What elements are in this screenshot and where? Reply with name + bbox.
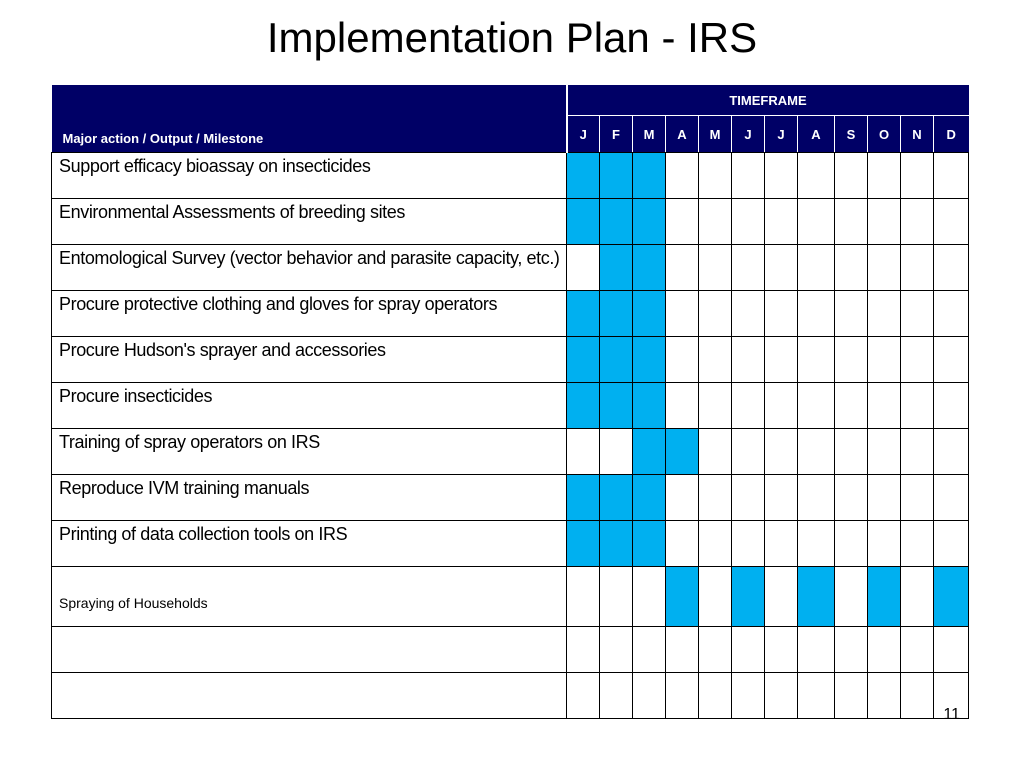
timeframe-cell-active (633, 521, 666, 567)
plan-body (52, 153, 969, 719)
timeframe-cell (868, 673, 901, 719)
timeframe-cell (901, 567, 934, 627)
task-label: Training of spray operators on IRS (52, 429, 567, 475)
task-label: Procure protective clothing and gloves for spray operators (52, 291, 567, 337)
timeframe-cell-active (567, 475, 600, 521)
timeframe-cell (835, 567, 868, 627)
timeframe-cell (868, 153, 901, 199)
timeframe-cell (633, 627, 666, 673)
timeframe-cell (835, 673, 868, 719)
task-label: Reproduce IVM training manuals (52, 475, 567, 521)
timeframe-cell (868, 627, 901, 673)
timeframe-cell (600, 567, 633, 627)
timeframe-cell (868, 429, 901, 475)
timeframe-cell-active (600, 475, 633, 521)
month-header: S (835, 116, 868, 153)
timeframe-cell (699, 337, 732, 383)
timeframe-cell (600, 429, 633, 475)
timeframe-cell (868, 245, 901, 291)
timeframe-cell-active (600, 521, 633, 567)
timeframe-cell (666, 521, 699, 567)
task-label: Environmental Assessments of breeding sites (52, 199, 567, 245)
timeframe-cell-active (666, 429, 699, 475)
timeframe-cell (765, 567, 798, 627)
timeframe-cell (868, 291, 901, 337)
timeframe-cell (765, 337, 798, 383)
timeframe-cell (699, 429, 732, 475)
timeframe-cell (600, 673, 633, 719)
timeframe-cell (868, 383, 901, 429)
table-row (52, 429, 969, 475)
month-header: A (666, 116, 699, 153)
month-header: M (699, 116, 732, 153)
month-header: A (798, 116, 835, 153)
timeframe-cell (567, 627, 600, 673)
timeframe-cell (765, 245, 798, 291)
table-row (52, 673, 969, 719)
month-header: D (934, 116, 969, 153)
table-row (52, 153, 969, 199)
timeframe-cell (901, 521, 934, 567)
task-label: Printing of data collection tools on IRS (52, 521, 567, 567)
timeframe-cell (633, 567, 666, 627)
timeframe-cell (765, 627, 798, 673)
timeframe-cell (699, 567, 732, 627)
timeframe-cell (798, 199, 835, 245)
timeframe-cell (798, 475, 835, 521)
timeframe-cell (666, 673, 699, 719)
timeframe-cell (699, 475, 732, 521)
timeframe-cell (699, 383, 732, 429)
timeframe-cell (732, 521, 765, 567)
timeframe-cell (868, 521, 901, 567)
timeframe-cell (835, 291, 868, 337)
month-header: O (868, 116, 901, 153)
timeframe-cell (798, 627, 835, 673)
timeframe-cell (901, 153, 934, 199)
timeframe-cell (901, 383, 934, 429)
timeframe-cell-active (567, 199, 600, 245)
timeframe-cell (732, 627, 765, 673)
timeframe-cell-active (934, 567, 969, 627)
timeframe-cell-active (633, 199, 666, 245)
table-row (52, 337, 969, 383)
timeframe-cell (798, 153, 835, 199)
timeframe-cell (835, 153, 868, 199)
timeframe-cell (934, 429, 969, 475)
timeframe-cell-active (633, 291, 666, 337)
month-header: M (633, 116, 666, 153)
timeframe-cell (666, 383, 699, 429)
timeframe-cell (666, 199, 699, 245)
timeframe-cell (835, 337, 868, 383)
timeframe-cell (699, 627, 732, 673)
timeframe-cell-active (666, 567, 699, 627)
timeframe-cell (666, 291, 699, 337)
timeframe-cell (699, 521, 732, 567)
timeframe-cell (765, 475, 798, 521)
task-label: Spraying of Households (52, 567, 567, 627)
timeframe-cell (765, 383, 798, 429)
timeframe-cell (600, 627, 633, 673)
timeframe-cell (901, 291, 934, 337)
table-row (52, 383, 969, 429)
timeframe-cell (633, 673, 666, 719)
task-label (52, 627, 567, 673)
timeframe-cell (732, 475, 765, 521)
month-header: J (567, 116, 600, 153)
timeframe-cell (798, 337, 835, 383)
header-major-action: Major action / Output / Milestone (52, 85, 567, 153)
timeframe-cell (666, 245, 699, 291)
table-row (52, 291, 969, 337)
timeframe-cell (732, 291, 765, 337)
timeframe-cell (798, 245, 835, 291)
task-label: Procure Hudson's sprayer and accessories (52, 337, 567, 383)
timeframe-cell (765, 429, 798, 475)
table-row (52, 567, 969, 627)
timeframe-cell (868, 199, 901, 245)
timeframe-cell (835, 521, 868, 567)
timeframe-cell (699, 245, 732, 291)
timeframe-cell (934, 291, 969, 337)
header-timeframe: TIMEFRAME (567, 85, 969, 116)
timeframe-cell (567, 567, 600, 627)
timeframe-cell (765, 291, 798, 337)
timeframe-cell (901, 673, 934, 719)
timeframe-cell (666, 475, 699, 521)
table-row (52, 627, 969, 673)
timeframe-cell (901, 199, 934, 245)
timeframe-cell-active (600, 383, 633, 429)
timeframe-cell (901, 429, 934, 475)
timeframe-cell-active (567, 337, 600, 383)
timeframe-cell (835, 627, 868, 673)
timeframe-cell (835, 429, 868, 475)
task-label: Procure insecticides (52, 383, 567, 429)
timeframe-cell-active (600, 245, 633, 291)
timeframe-cell (934, 521, 969, 567)
timeframe-cell (699, 153, 732, 199)
task-label: Support efficacy bioassay on insecticides (52, 153, 567, 199)
timeframe-cell (666, 153, 699, 199)
timeframe-cell (835, 199, 868, 245)
timeframe-cell (835, 245, 868, 291)
timeframe-cell (765, 153, 798, 199)
timeframe-cell (567, 673, 600, 719)
timeframe-cell (934, 337, 969, 383)
timeframe-cell (798, 383, 835, 429)
timeframe-cell-active (633, 383, 666, 429)
timeframe-cell (765, 521, 798, 567)
timeframe-cell (934, 199, 969, 245)
timeframe-cell (765, 199, 798, 245)
timeframe-cell-active (633, 245, 666, 291)
timeframe-cell (835, 383, 868, 429)
timeframe-cell (901, 475, 934, 521)
timeframe-cell (567, 245, 600, 291)
timeframe-cell (934, 627, 969, 673)
slide-title: Implementation Plan - IRS (266, 14, 758, 61)
timeframe-cell-active (600, 337, 633, 383)
table-row (52, 521, 969, 567)
timeframe-cell (835, 475, 868, 521)
timeframe-cell (567, 429, 600, 475)
timeframe-cell (699, 291, 732, 337)
timeframe-cell-active (633, 337, 666, 383)
timeframe-cell (732, 199, 765, 245)
timeframe-cell-active (600, 291, 633, 337)
timeframe-cell (699, 199, 732, 245)
timeframe-cell (732, 337, 765, 383)
month-header: F (600, 116, 633, 153)
timeframe-cell (934, 383, 969, 429)
timeframe-cell-active (732, 567, 765, 627)
timeframe-cell (868, 475, 901, 521)
timeframe-cell (732, 383, 765, 429)
timeframe-cell-active (567, 383, 600, 429)
timeframe-cell (798, 429, 835, 475)
timeframe-cell-active (567, 153, 600, 199)
timeframe-cell (901, 627, 934, 673)
timeframe-cell (732, 245, 765, 291)
month-header: N (901, 116, 934, 153)
table-row (52, 475, 969, 521)
timeframe-cell (798, 673, 835, 719)
page-number: 11 (943, 706, 960, 723)
timeframe-cell-active (600, 199, 633, 245)
table-row (52, 199, 969, 245)
month-header: J (732, 116, 765, 153)
timeframe-cell (934, 245, 969, 291)
timeframe-cell (732, 673, 765, 719)
timeframe-cell (868, 337, 901, 383)
timeframe-cell (765, 673, 798, 719)
timeframe-cell (732, 153, 765, 199)
task-label: Entomological Survey (vector behavior and parasite capacity, etc.) (52, 245, 567, 291)
timeframe-cell-active (600, 153, 633, 199)
task-label (52, 673, 567, 719)
timeframe-cell-active (633, 153, 666, 199)
timeframe-cell-active (798, 567, 835, 627)
month-header: J (765, 116, 798, 153)
timeframe-cell (699, 673, 732, 719)
timeframe-cell-active (633, 429, 666, 475)
timeframe-cell-active (567, 521, 600, 567)
timeframe-cell (666, 627, 699, 673)
timeframe-cell (901, 245, 934, 291)
timeframe-cell (934, 475, 969, 521)
timeframe-cell-active (868, 567, 901, 627)
timeframe-cell (901, 337, 934, 383)
timeframe-cell (732, 429, 765, 475)
timeframe-cell (798, 521, 835, 567)
implementation-plan-table (51, 85, 969, 719)
timeframe-cell (798, 291, 835, 337)
table-row (52, 245, 969, 291)
timeframe-cell (934, 153, 969, 199)
timeframe-cell-active (567, 291, 600, 337)
timeframe-cell (666, 337, 699, 383)
timeframe-cell-active (633, 475, 666, 521)
